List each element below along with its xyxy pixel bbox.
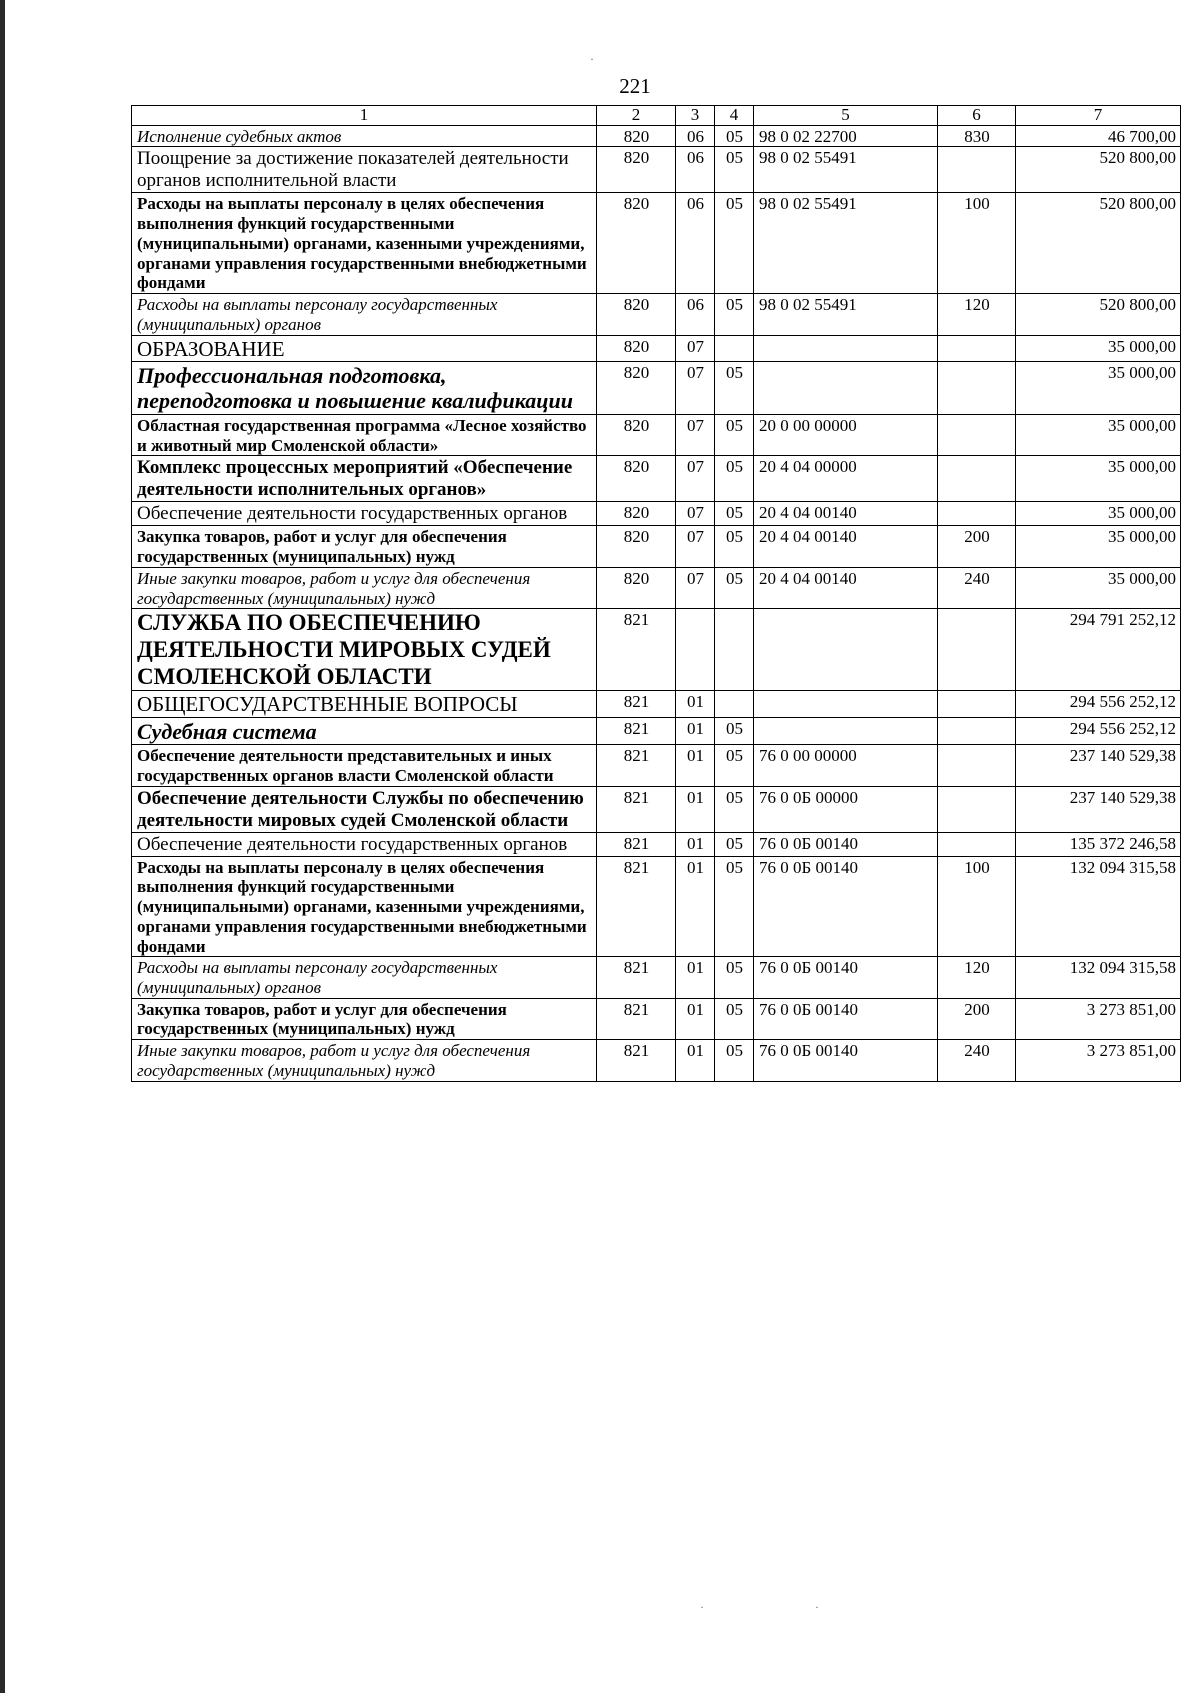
row-code-c6: 100 (938, 193, 1016, 294)
row-code-c2: 820 (597, 125, 676, 147)
budget-table (131, 105, 1181, 1082)
row-amount: 294 556 252,12 (1016, 717, 1181, 745)
row-name: ОБРАЗОВАНИЕ (132, 335, 597, 361)
row-code-c3: 06 (676, 294, 715, 335)
table-row (132, 125, 1181, 147)
scan-speck: · (700, 1600, 704, 1614)
row-code-c3: 07 (676, 526, 715, 567)
table-row (132, 193, 1181, 294)
table-row (132, 745, 1181, 786)
row-code-c2: 821 (597, 998, 676, 1039)
row-name: Иные закупки товаров, работ и услуг для обеспечения государственных (муниципальных) нужд (132, 567, 597, 608)
row-code-c2: 821 (597, 856, 676, 957)
row-amount: 35 000,00 (1016, 456, 1181, 502)
row-name: Комплекс процессных мероприятий «Обеспечение деятельности исполнительных органов» (132, 456, 597, 502)
row-code-c2: 820 (597, 502, 676, 526)
column-number: 3 (676, 106, 715, 126)
row-target-article (754, 691, 938, 717)
row-amount: 132 094 315,58 (1016, 957, 1181, 998)
row-target-article: 76 0 00 00000 (754, 745, 938, 786)
row-amount: 35 000,00 (1016, 335, 1181, 361)
row-target-article: 76 0 0Б 00140 (754, 998, 938, 1039)
row-code-c4: 05 (715, 502, 754, 526)
row-code-c4: 05 (715, 294, 754, 335)
row-code-c4: 05 (715, 745, 754, 786)
row-target-article: 76 0 0Б 00000 (754, 786, 938, 832)
row-code-c2: 820 (597, 335, 676, 361)
table-row (132, 567, 1181, 608)
row-code-c3: 01 (676, 957, 715, 998)
row-code-c4: 05 (715, 147, 754, 193)
row-name: ОБЩЕГОСУДАРСТВЕННЫЕ ВОПРОСЫ (132, 691, 597, 717)
row-code-c3: 07 (676, 567, 715, 608)
row-amount: 294 791 252,12 (1016, 609, 1181, 691)
row-code-c6: 120 (938, 957, 1016, 998)
row-amount: 520 800,00 (1016, 193, 1181, 294)
row-amount: 520 800,00 (1016, 294, 1181, 335)
row-code-c2: 821 (597, 717, 676, 745)
row-name: Профессиональная подготовка, переподготовка и повышение квалификации (132, 361, 597, 414)
row-name: СЛУЖБА ПО ОБЕСПЕЧЕНИЮ ДЕЯТЕЛЬНОСТИ МИРОВЫХ СУДЕЙ СМОЛЕНСКОЙ ОБЛАСТИ (132, 609, 597, 691)
row-name: Расходы на выплаты персоналу государственных (муниципальных) органов (132, 294, 597, 335)
row-amount: 237 140 529,38 (1016, 745, 1181, 786)
row-name: Обеспечение деятельности государственных органов (132, 832, 597, 856)
row-amount: 520 800,00 (1016, 147, 1181, 193)
row-code-c2: 821 (597, 745, 676, 786)
row-code-c3: 06 (676, 125, 715, 147)
row-target-article: 76 0 0Б 00140 (754, 1040, 938, 1081)
row-code-c6 (938, 786, 1016, 832)
row-code-c3: 01 (676, 786, 715, 832)
scan-speck: · (815, 1600, 819, 1614)
row-code-c2: 821 (597, 1040, 676, 1081)
row-code-c3: 07 (676, 414, 715, 455)
column-number: 7 (1016, 106, 1181, 126)
row-code-c4: 05 (715, 456, 754, 502)
page-number: 221 (619, 74, 651, 98)
row-name: Обеспечение деятельности государственных органов (132, 502, 597, 526)
row-name: Расходы на выплаты персоналу в целях обеспечения выполнения функций государственными (муниципальными) органами, казенными учреждениями, органами управления государственными внебюджетными фондами (132, 193, 597, 294)
row-target-article: 98 0 02 55491 (754, 147, 938, 193)
column-number: 6 (938, 106, 1016, 126)
row-code-c2: 820 (597, 361, 676, 414)
row-code-c4 (715, 335, 754, 361)
row-code-c2: 821 (597, 957, 676, 998)
row-code-c6: 240 (938, 1040, 1016, 1081)
row-code-c6: 240 (938, 567, 1016, 608)
table-row (132, 998, 1181, 1039)
row-code-c6 (938, 745, 1016, 786)
row-target-article: 98 0 02 22700 (754, 125, 938, 147)
table-row (132, 294, 1181, 335)
row-name: Областная государственная программа «Лесное хозяйство и животный мир Смоленской области» (132, 414, 597, 455)
row-code-c2: 820 (597, 526, 676, 567)
row-target-article: 98 0 02 55491 (754, 294, 938, 335)
row-target-article: 20 4 04 00000 (754, 456, 938, 502)
row-target-article (754, 335, 938, 361)
row-code-c6 (938, 414, 1016, 455)
table-row (132, 957, 1181, 998)
row-code-c6 (938, 691, 1016, 717)
scan-speck: · (590, 52, 594, 66)
row-name: Закупка товаров, работ и услуг для обеспечения государственных (муниципальных) нужд (132, 998, 597, 1039)
row-code-c4: 05 (715, 567, 754, 608)
row-code-c2: 820 (597, 193, 676, 294)
row-code-c3: 01 (676, 832, 715, 856)
table-row (132, 147, 1181, 193)
row-code-c2: 821 (597, 609, 676, 691)
row-name: Расходы на выплаты персоналу в целях обеспечения выполнения функций государственными (муниципальными) органами, казенными учреждениями, органами управления государственными внебюджетными фондами (132, 856, 597, 957)
row-code-c2: 821 (597, 691, 676, 717)
row-code-c6: 100 (938, 856, 1016, 957)
row-code-c3: 07 (676, 502, 715, 526)
row-code-c6 (938, 456, 1016, 502)
row-code-c4: 05 (715, 414, 754, 455)
scan-edge (0, 0, 5, 1693)
row-code-c3: 01 (676, 745, 715, 786)
row-amount: 35 000,00 (1016, 361, 1181, 414)
row-code-c6: 200 (938, 526, 1016, 567)
row-amount: 35 000,00 (1016, 567, 1181, 608)
row-code-c4: 05 (715, 125, 754, 147)
row-amount: 294 556 252,12 (1016, 691, 1181, 717)
row-code-c6 (938, 361, 1016, 414)
table-body (132, 125, 1181, 1081)
column-number: 4 (715, 106, 754, 126)
row-name: Иные закупки товаров, работ и услуг для обеспечения государственных (муниципальных) нужд (132, 1040, 597, 1081)
row-code-c4: 05 (715, 998, 754, 1039)
table-row (132, 1040, 1181, 1081)
row-code-c3: 06 (676, 193, 715, 294)
row-code-c2: 820 (597, 294, 676, 335)
row-code-c3 (676, 609, 715, 691)
row-name: Исполнение судебных актов (132, 125, 597, 147)
row-code-c2: 820 (597, 567, 676, 608)
row-code-c6: 830 (938, 125, 1016, 147)
row-name: Поощрение за достижение показателей деятельности органов исполнительной власти (132, 147, 597, 193)
row-target-article: 98 0 02 55491 (754, 193, 938, 294)
row-target-article: 20 0 00 00000 (754, 414, 938, 455)
row-amount: 35 000,00 (1016, 526, 1181, 567)
row-name: Закупка товаров, работ и услуг для обеспечения государственных (муниципальных) нужд (132, 526, 597, 567)
row-target-article: 20 4 04 00140 (754, 502, 938, 526)
column-number: 1 (132, 106, 597, 126)
table-row (132, 502, 1181, 526)
row-amount: 3 273 851,00 (1016, 1040, 1181, 1081)
row-target-article (754, 609, 938, 691)
table-row (132, 609, 1181, 691)
row-code-c4: 05 (715, 856, 754, 957)
row-code-c6 (938, 502, 1016, 526)
table-row (132, 717, 1181, 745)
table-row (132, 414, 1181, 455)
table-row (132, 691, 1181, 717)
row-code-c4: 05 (715, 786, 754, 832)
row-code-c6 (938, 609, 1016, 691)
row-amount: 35 000,00 (1016, 502, 1181, 526)
row-target-article: 76 0 0Б 00140 (754, 832, 938, 856)
row-code-c3: 01 (676, 691, 715, 717)
row-code-c4: 05 (715, 193, 754, 294)
row-code-c3: 07 (676, 456, 715, 502)
row-amount: 135 372 246,58 (1016, 832, 1181, 856)
column-number-row (132, 106, 1181, 126)
table-row (132, 856, 1181, 957)
table-row (132, 335, 1181, 361)
row-name: Обеспечение деятельности Службы по обеспечению деятельности мировых судей Смоленской области (132, 786, 597, 832)
table-row (132, 456, 1181, 502)
row-code-c6 (938, 335, 1016, 361)
table-row (132, 786, 1181, 832)
row-target-article: 76 0 0Б 00140 (754, 856, 938, 957)
row-code-c2: 821 (597, 832, 676, 856)
row-code-c4: 05 (715, 957, 754, 998)
row-amount: 132 094 315,58 (1016, 856, 1181, 957)
row-code-c3: 01 (676, 1040, 715, 1081)
row-code-c6: 120 (938, 294, 1016, 335)
row-code-c4: 05 (715, 526, 754, 567)
row-code-c4 (715, 691, 754, 717)
row-amount: 46 700,00 (1016, 125, 1181, 147)
row-code-c4: 05 (715, 832, 754, 856)
row-code-c3: 06 (676, 147, 715, 193)
row-amount: 35 000,00 (1016, 414, 1181, 455)
row-code-c2: 821 (597, 786, 676, 832)
row-target-article: 20 4 04 00140 (754, 567, 938, 608)
row-target-article (754, 361, 938, 414)
table-row (132, 526, 1181, 567)
row-code-c2: 820 (597, 414, 676, 455)
row-code-c6: 200 (938, 998, 1016, 1039)
row-code-c6 (938, 832, 1016, 856)
row-code-c3: 07 (676, 361, 715, 414)
row-name: Судебная система (132, 717, 597, 745)
row-code-c3: 07 (676, 335, 715, 361)
row-amount: 3 273 851,00 (1016, 998, 1181, 1039)
row-code-c3: 01 (676, 998, 715, 1039)
column-number: 5 (754, 106, 938, 126)
row-amount: 237 140 529,38 (1016, 786, 1181, 832)
row-code-c3: 01 (676, 856, 715, 957)
row-code-c3: 01 (676, 717, 715, 745)
row-target-article: 20 4 04 00140 (754, 526, 938, 567)
row-code-c4: 05 (715, 1040, 754, 1081)
row-code-c2: 820 (597, 456, 676, 502)
row-code-c2: 820 (597, 147, 676, 193)
row-code-c4: 05 (715, 717, 754, 745)
row-name: Расходы на выплаты персоналу государственных (муниципальных) органов (132, 957, 597, 998)
row-code-c6 (938, 717, 1016, 745)
row-name: Обеспечение деятельности представительных и иных государственных органов власти Смоленской области (132, 745, 597, 786)
table-row (132, 832, 1181, 856)
row-target-article: 76 0 0Б 00140 (754, 957, 938, 998)
column-number: 2 (597, 106, 676, 126)
row-code-c6 (938, 147, 1016, 193)
table-row (132, 361, 1181, 414)
row-code-c4 (715, 609, 754, 691)
row-code-c4: 05 (715, 361, 754, 414)
row-target-article (754, 717, 938, 745)
